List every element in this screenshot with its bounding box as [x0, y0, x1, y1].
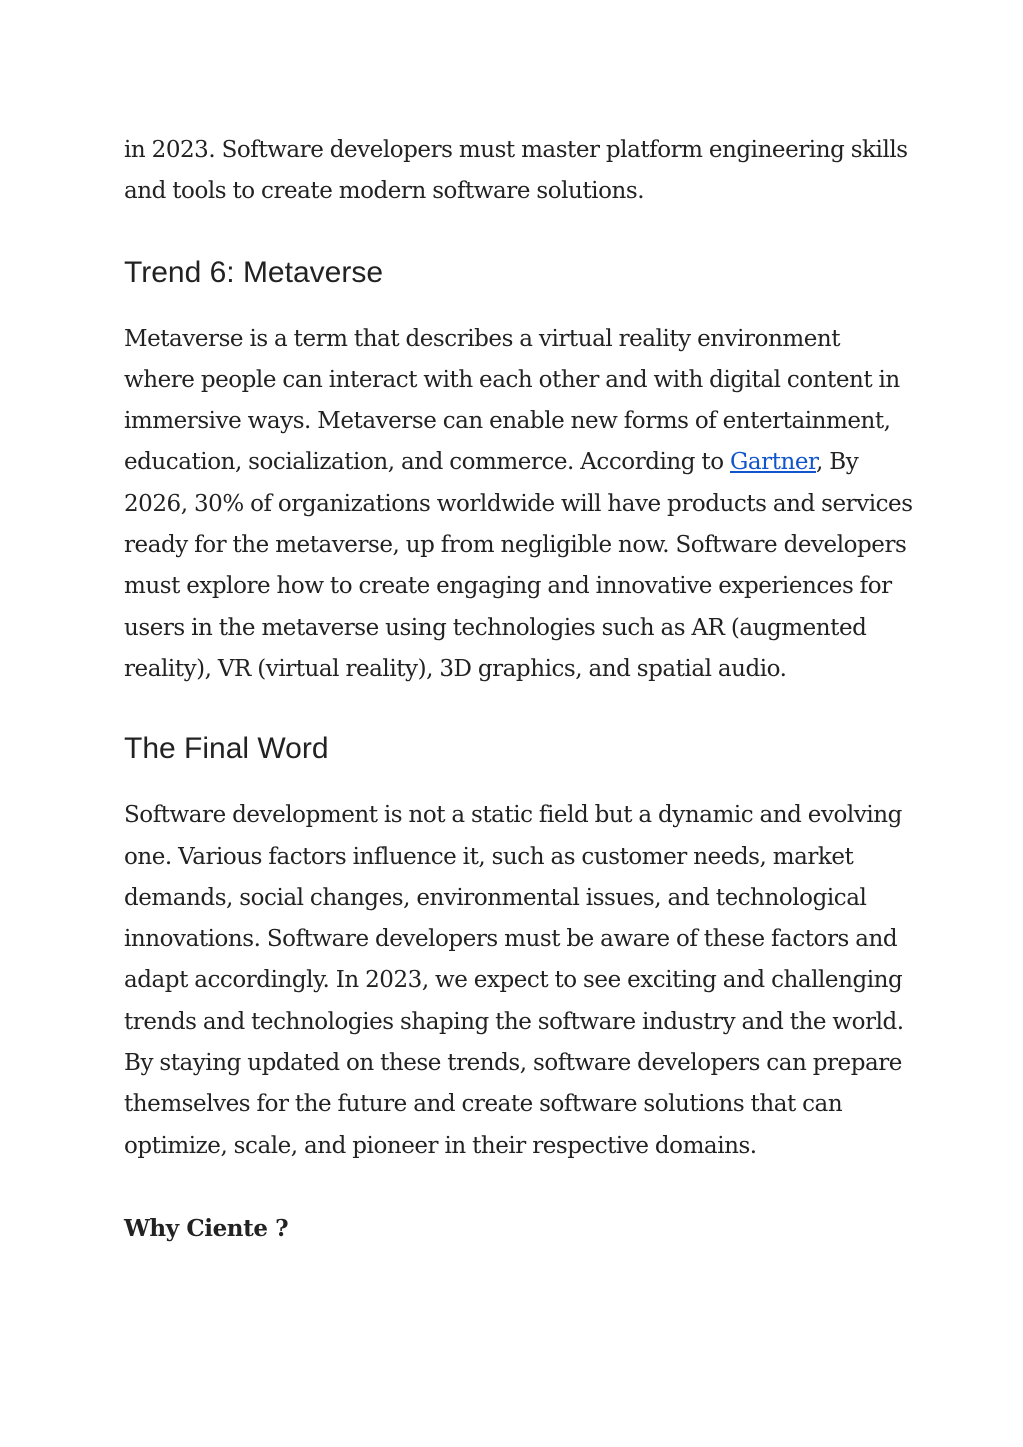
- trend-6-heading: Trend 6: Metaverse: [124, 255, 383, 289]
- trend-6-text-after-link: , By 2026, 30% of organizations worldwide will have products and services ready for the metaverse, up from negligible now. Software developers must explore how to create engaging and innovative experiences for users in the metaverse using technologies such as AR (augmented reality), VR (virtual reality), 3D graphics, and spatial audio.: [124, 449, 913, 682]
- final-word-paragraph: Software development is not a static field but a dynamic and evolving one. Various factors influence it, such as customer needs, market demands, social changes, environmental issues, and technological innovations. Software developers must be aware of these factors and adapt accordingly. In 2023, we expect to see exciting and challenging trends and technologies shaping the software industry and the world. By staying updated on these trends, software developers can prepare themselves for the future and create software solutions that can optimize, scale, and pioneer in their respective domains.: [124, 802, 904, 1159]
- final-word-heading: The Final Word: [124, 732, 329, 766]
- why-ciente-heading: Why Ciente ?: [124, 1214, 289, 1242]
- intro-paragraph: in 2023. Software developers must master platform engineering skills and tools to create modern software solutions.: [124, 137, 908, 205]
- trend-6-paragraph: [124, 319, 914, 691]
- document-page: [124, 130, 914, 1249]
- gartner-link[interactable]: Gartner: [729, 449, 817, 476]
- trend-6-text-before-link: Metaverse is a term that describes a virtual reality environment where people can interact with each other and with digital content in immersive ways. Metaverse can enable new forms of entertainment, education, socialization, and commerce. According to: [124, 325, 900, 476]
